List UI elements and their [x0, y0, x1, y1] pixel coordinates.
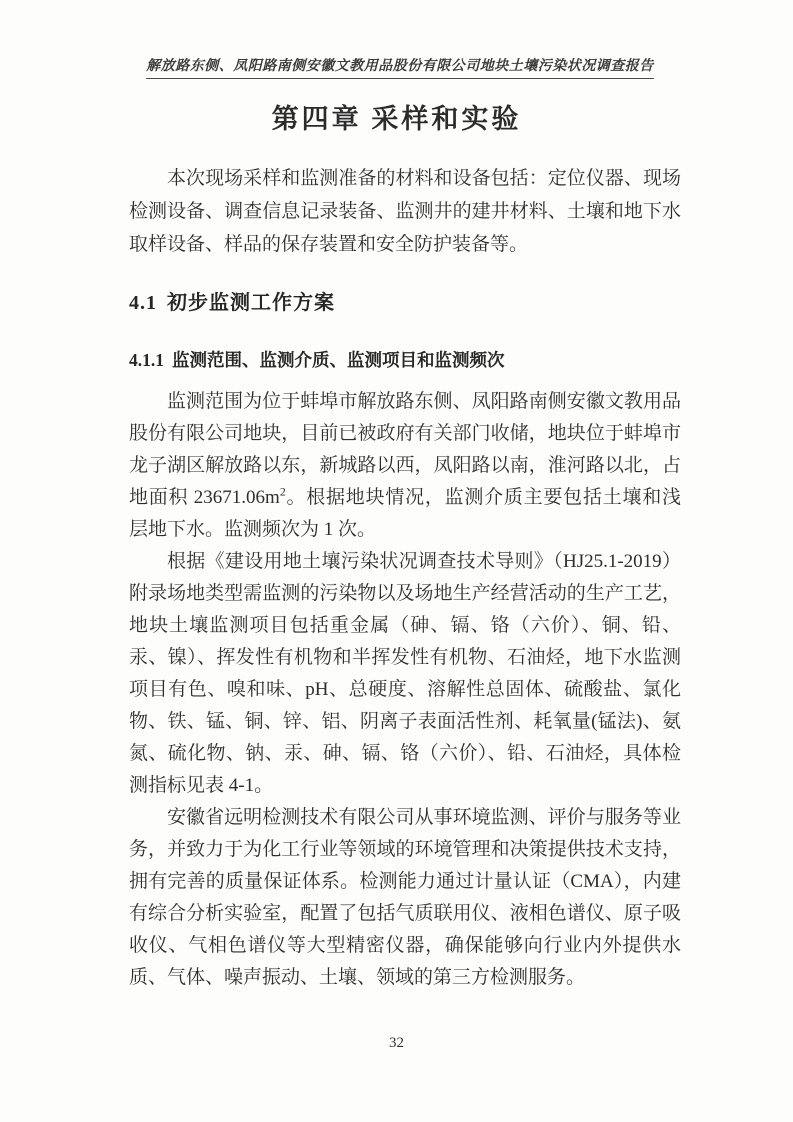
scope-paragraph-part1: 监测范围为位于蚌埠市解放路东侧、凤阳路南侧安徽文教用品股份有限公司地块，目前已被政府有关部门收储，地块位于蚌埠市龙子湖区解放路以东，新城路以西，凤阳路以南，淮河路以北，占地面积 23671.06m	[129, 391, 681, 508]
page-number: 32	[389, 1035, 404, 1051]
section-number-4-1: 4.1	[129, 292, 157, 314]
body-text-block	[129, 386, 681, 994]
running-header	[120, 55, 680, 79]
chapter-title: 第四章 采样和实验	[271, 104, 522, 134]
section-heading-4-1	[129, 286, 335, 315]
running-header-text: 解放路东侧、凤阳路南侧安徽文教用品股份有限公司地块土壤污染状况调查报告	[146, 55, 654, 79]
intro-paragraph: 本次现场采样和监测准备的材料和设备包括：定位仪器、现场检测设备、调查信息记录装备、监测井的建井材料、土壤和地下水取样设备、样品的保存装置和安全防护装备等。	[129, 168, 681, 255]
section-title-4-1-1: 监测范围、监测介质、监测项目和监测频次	[172, 350, 505, 370]
scope-paragraph	[129, 386, 681, 546]
section-title-4-1: 初步监测工作方案	[167, 292, 335, 314]
laboratory-paragraph: 安徽省远明检测技术有限公司从事环境监测、评价与服务等业务，并致力于为化工行业等领域的环境管理和决策提供技术支持，拥有完善的质量保证体系。检测能力通过计量认证（CMA），内建有综合分析实验室，配置了包括气质联用仪、液相色谱仪、原子吸收仪、气相色谱仪等大型精密仪器，确保能够向行业内外提供水质、气体、噪声振动、土壤、领域的第三方检测服务。	[129, 807, 681, 988]
area-superscript: 2	[279, 485, 286, 499]
section-number-4-1-1: 4.1.1	[129, 350, 164, 370]
section-heading-4-1-1	[129, 347, 505, 372]
monitoring-items-paragraph: 根据《建设用地土壤污染状况调查技术导则》（HJ25.1-2019）附录场地类型需监测的污染物以及场地生产经营活动的生产工艺，地块土壤监测项目包括重金属（砷、镉、铬（六价）、铜、铅、汞、镍）、挥发性有机物和半挥发性有机物、石油烃，地下水监测项目有色、嗅和味、pH、总硬度、溶解性总固体、硫酸盐、氯化物、铁、锰、铜、锌、铝、阴离子表面活性剂、耗氧量(锰法)、氨氮、硫化物、钠、汞、砷、镉、铬（六价）、铅、石油烃，具体检测指标见表 4-1。	[129, 551, 681, 796]
scope-paragraph-part2: 。根据地块情况，监测介质主要包括土壤和浅层地下水。监测频次为 1 次。	[129, 487, 681, 540]
